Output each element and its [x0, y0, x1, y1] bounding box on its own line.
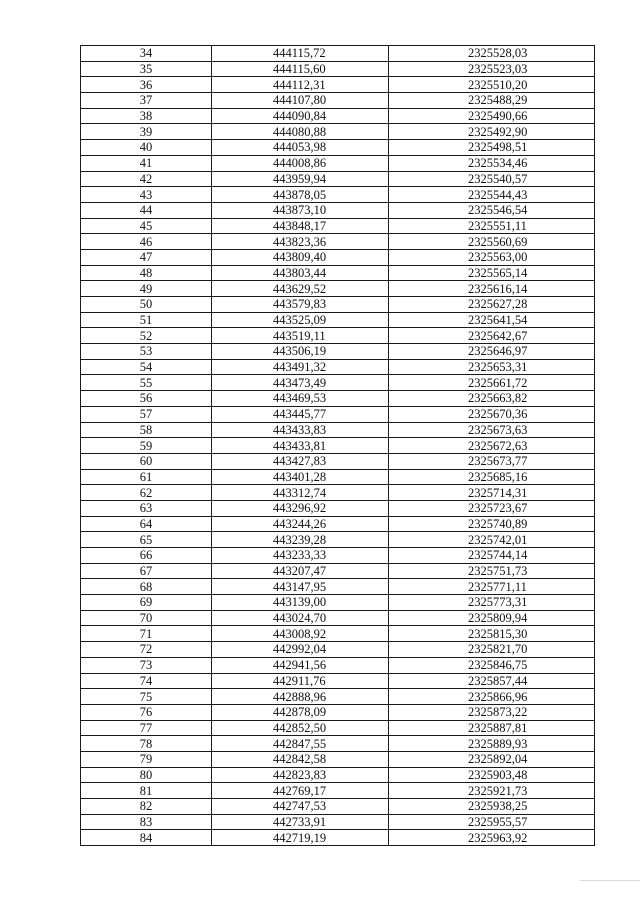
point-number-cell: 36 — [81, 77, 212, 93]
x-coordinate-cell: 444112,31 — [212, 77, 389, 93]
point-number-cell: 39 — [81, 124, 212, 140]
x-coordinate-cell: 443427,83 — [212, 453, 389, 469]
table-row — [81, 830, 595, 846]
table-row — [81, 767, 595, 783]
point-number-cell: 34 — [81, 46, 212, 62]
point-number-cell: 79 — [81, 751, 212, 767]
x-coordinate-cell: 443296,92 — [212, 500, 389, 516]
y-coordinate-cell: 2325673,63 — [389, 422, 595, 438]
point-number-cell: 63 — [81, 500, 212, 516]
table-row — [81, 328, 595, 344]
y-coordinate-cell: 2325673,77 — [389, 453, 595, 469]
point-number-cell: 55 — [81, 375, 212, 391]
point-number-cell: 35 — [81, 61, 212, 77]
point-number-cell: 57 — [81, 406, 212, 422]
table-row — [81, 783, 595, 799]
table-row — [81, 155, 595, 171]
point-number-cell: 49 — [81, 281, 212, 297]
point-number-cell: 40 — [81, 140, 212, 156]
table-row — [81, 563, 595, 579]
y-coordinate-cell: 2325528,03 — [389, 46, 595, 62]
x-coordinate-cell: 443233,33 — [212, 548, 389, 564]
point-number-cell: 71 — [81, 626, 212, 642]
y-coordinate-cell: 2325627,28 — [389, 297, 595, 313]
table-row — [81, 218, 595, 234]
x-coordinate-cell: 442719,19 — [212, 830, 389, 846]
point-number-cell: 44 — [81, 202, 212, 218]
point-number-cell: 59 — [81, 438, 212, 454]
x-coordinate-cell: 442992,04 — [212, 642, 389, 658]
table-row — [81, 265, 595, 281]
table-row — [81, 312, 595, 328]
y-coordinate-cell: 2325963,92 — [389, 830, 595, 846]
x-coordinate-cell: 443525,09 — [212, 312, 389, 328]
x-coordinate-cell: 443312,74 — [212, 485, 389, 501]
table-row — [81, 673, 595, 689]
point-number-cell: 43 — [81, 187, 212, 203]
x-coordinate-cell: 444053,98 — [212, 140, 389, 156]
x-coordinate-cell: 443959,94 — [212, 171, 389, 187]
table-row — [81, 736, 595, 752]
point-number-cell: 77 — [81, 720, 212, 736]
coordinates-table-body — [81, 46, 595, 846]
table-row — [81, 140, 595, 156]
x-coordinate-cell: 442823,83 — [212, 767, 389, 783]
x-coordinate-cell: 443878,05 — [212, 187, 389, 203]
table-row — [81, 61, 595, 77]
point-number-cell: 53 — [81, 344, 212, 360]
table-row — [81, 375, 595, 391]
x-coordinate-cell: 444107,80 — [212, 93, 389, 109]
y-coordinate-cell: 2325723,67 — [389, 500, 595, 516]
y-coordinate-cell: 2325771,11 — [389, 579, 595, 595]
y-coordinate-cell: 2325751,73 — [389, 563, 595, 579]
point-number-cell: 80 — [81, 767, 212, 783]
x-coordinate-cell: 442747,53 — [212, 799, 389, 815]
y-coordinate-cell: 2325685,16 — [389, 469, 595, 485]
y-coordinate-cell: 2325670,36 — [389, 406, 595, 422]
x-coordinate-cell: 442888,96 — [212, 689, 389, 705]
table-row — [81, 406, 595, 422]
y-coordinate-cell: 2325492,90 — [389, 124, 595, 140]
y-coordinate-cell: 2325551,11 — [389, 218, 595, 234]
point-number-cell: 38 — [81, 108, 212, 124]
x-coordinate-cell: 444115,72 — [212, 46, 389, 62]
y-coordinate-cell: 2325873,22 — [389, 704, 595, 720]
table-row — [81, 751, 595, 767]
point-number-cell: 70 — [81, 610, 212, 626]
table-row — [81, 689, 595, 705]
y-coordinate-cell: 2325546,54 — [389, 202, 595, 218]
point-number-cell: 69 — [81, 595, 212, 611]
coordinates-table — [80, 45, 595, 846]
y-coordinate-cell: 2325921,73 — [389, 783, 595, 799]
table-row — [81, 281, 595, 297]
point-number-cell: 72 — [81, 642, 212, 658]
table-row — [81, 234, 595, 250]
x-coordinate-cell: 442769,17 — [212, 783, 389, 799]
table-row — [81, 532, 595, 548]
y-coordinate-cell: 2325498,51 — [389, 140, 595, 156]
y-coordinate-cell: 2325742,01 — [389, 532, 595, 548]
x-coordinate-cell: 444008,86 — [212, 155, 389, 171]
point-number-cell: 51 — [81, 312, 212, 328]
table-row — [81, 548, 595, 564]
y-coordinate-cell: 2325815,30 — [389, 626, 595, 642]
x-coordinate-cell: 443473,49 — [212, 375, 389, 391]
y-coordinate-cell: 2325714,31 — [389, 485, 595, 501]
scan-edge-mark — [580, 880, 640, 881]
y-coordinate-cell: 2325857,44 — [389, 673, 595, 689]
table-row — [81, 657, 595, 673]
x-coordinate-cell: 442842,58 — [212, 751, 389, 767]
x-coordinate-cell: 443629,52 — [212, 281, 389, 297]
point-number-cell: 45 — [81, 218, 212, 234]
table-row — [81, 704, 595, 720]
y-coordinate-cell: 2325938,25 — [389, 799, 595, 815]
y-coordinate-cell: 2325510,20 — [389, 77, 595, 93]
x-coordinate-cell: 443433,83 — [212, 422, 389, 438]
point-number-cell: 81 — [81, 783, 212, 799]
x-coordinate-cell: 443239,28 — [212, 532, 389, 548]
point-number-cell: 61 — [81, 469, 212, 485]
x-coordinate-cell: 443139,00 — [212, 595, 389, 611]
point-number-cell: 75 — [81, 689, 212, 705]
x-coordinate-cell: 443519,11 — [212, 328, 389, 344]
point-number-cell: 46 — [81, 234, 212, 250]
point-number-cell: 82 — [81, 799, 212, 815]
y-coordinate-cell: 2325560,69 — [389, 234, 595, 250]
x-coordinate-cell: 442911,76 — [212, 673, 389, 689]
table-row — [81, 485, 595, 501]
table-row — [81, 187, 595, 203]
y-coordinate-cell: 2325642,67 — [389, 328, 595, 344]
point-number-cell: 62 — [81, 485, 212, 501]
y-coordinate-cell: 2325653,31 — [389, 359, 595, 375]
x-coordinate-cell: 443491,32 — [212, 359, 389, 375]
x-coordinate-cell: 442852,50 — [212, 720, 389, 736]
table-row — [81, 814, 595, 830]
table-row — [81, 500, 595, 516]
table-row — [81, 124, 595, 140]
table-row — [81, 249, 595, 265]
y-coordinate-cell: 2325646,97 — [389, 344, 595, 360]
y-coordinate-cell: 2325903,48 — [389, 767, 595, 783]
point-number-cell: 56 — [81, 391, 212, 407]
table-row — [81, 453, 595, 469]
point-number-cell: 60 — [81, 453, 212, 469]
point-number-cell: 52 — [81, 328, 212, 344]
point-number-cell: 47 — [81, 249, 212, 265]
y-coordinate-cell: 2325616,14 — [389, 281, 595, 297]
table-row — [81, 359, 595, 375]
point-number-cell: 48 — [81, 265, 212, 281]
point-number-cell: 76 — [81, 704, 212, 720]
y-coordinate-cell: 2325540,57 — [389, 171, 595, 187]
x-coordinate-cell: 443848,17 — [212, 218, 389, 234]
x-coordinate-cell: 443809,40 — [212, 249, 389, 265]
point-number-cell: 73 — [81, 657, 212, 673]
x-coordinate-cell: 443401,28 — [212, 469, 389, 485]
x-coordinate-cell: 443469,53 — [212, 391, 389, 407]
table-row — [81, 642, 595, 658]
y-coordinate-cell: 2325661,72 — [389, 375, 595, 391]
y-coordinate-cell: 2325892,04 — [389, 751, 595, 767]
point-number-cell: 68 — [81, 579, 212, 595]
table-row — [81, 391, 595, 407]
y-coordinate-cell: 2325563,00 — [389, 249, 595, 265]
y-coordinate-cell: 2325889,93 — [389, 736, 595, 752]
y-coordinate-cell: 2325672,63 — [389, 438, 595, 454]
x-coordinate-cell: 443873,10 — [212, 202, 389, 218]
point-number-cell: 64 — [81, 516, 212, 532]
point-number-cell: 74 — [81, 673, 212, 689]
x-coordinate-cell: 443506,19 — [212, 344, 389, 360]
point-number-cell: 65 — [81, 532, 212, 548]
table-row — [81, 438, 595, 454]
table-row — [81, 799, 595, 815]
y-coordinate-cell: 2325534,46 — [389, 155, 595, 171]
table-row — [81, 579, 595, 595]
x-coordinate-cell: 442941,56 — [212, 657, 389, 673]
x-coordinate-cell: 442733,91 — [212, 814, 389, 830]
point-number-cell: 37 — [81, 93, 212, 109]
y-coordinate-cell: 2325846,75 — [389, 657, 595, 673]
y-coordinate-cell: 2325773,31 — [389, 595, 595, 611]
x-coordinate-cell: 444090,84 — [212, 108, 389, 124]
point-number-cell: 54 — [81, 359, 212, 375]
x-coordinate-cell: 442878,09 — [212, 704, 389, 720]
x-coordinate-cell: 443579,83 — [212, 297, 389, 313]
table-row — [81, 720, 595, 736]
y-coordinate-cell: 2325523,03 — [389, 61, 595, 77]
table-row — [81, 422, 595, 438]
y-coordinate-cell: 2325887,81 — [389, 720, 595, 736]
point-number-cell: 50 — [81, 297, 212, 313]
table-row — [81, 344, 595, 360]
y-coordinate-cell: 2325809,94 — [389, 610, 595, 626]
table-row — [81, 108, 595, 124]
point-number-cell: 67 — [81, 563, 212, 579]
y-coordinate-cell: 2325866,96 — [389, 689, 595, 705]
table-row — [81, 171, 595, 187]
table-row — [81, 77, 595, 93]
y-coordinate-cell: 2325641,54 — [389, 312, 595, 328]
x-coordinate-cell: 443207,47 — [212, 563, 389, 579]
x-coordinate-cell: 443024,70 — [212, 610, 389, 626]
x-coordinate-cell: 443147,95 — [212, 579, 389, 595]
x-coordinate-cell: 443445,77 — [212, 406, 389, 422]
x-coordinate-cell: 443244,26 — [212, 516, 389, 532]
point-number-cell: 78 — [81, 736, 212, 752]
x-coordinate-cell: 443008,92 — [212, 626, 389, 642]
point-number-cell: 84 — [81, 830, 212, 846]
point-number-cell: 58 — [81, 422, 212, 438]
x-coordinate-cell: 443803,44 — [212, 265, 389, 281]
x-coordinate-cell: 443823,36 — [212, 234, 389, 250]
table-row — [81, 610, 595, 626]
table-row — [81, 202, 595, 218]
y-coordinate-cell: 2325490,66 — [389, 108, 595, 124]
y-coordinate-cell: 2325488,29 — [389, 93, 595, 109]
point-number-cell: 83 — [81, 814, 212, 830]
y-coordinate-cell: 2325740,89 — [389, 516, 595, 532]
y-coordinate-cell: 2325744,14 — [389, 548, 595, 564]
table-row — [81, 626, 595, 642]
x-coordinate-cell: 443433,81 — [212, 438, 389, 454]
y-coordinate-cell: 2325663,82 — [389, 391, 595, 407]
x-coordinate-cell: 444115,60 — [212, 61, 389, 77]
table-row — [81, 595, 595, 611]
table-row — [81, 46, 595, 62]
x-coordinate-cell: 442847,55 — [212, 736, 389, 752]
y-coordinate-cell: 2325565,14 — [389, 265, 595, 281]
y-coordinate-cell: 2325821,70 — [389, 642, 595, 658]
table-row — [81, 516, 595, 532]
point-number-cell: 41 — [81, 155, 212, 171]
point-number-cell: 42 — [81, 171, 212, 187]
x-coordinate-cell: 444080,88 — [212, 124, 389, 140]
y-coordinate-cell: 2325544,43 — [389, 187, 595, 203]
table-row — [81, 93, 595, 109]
table-row — [81, 469, 595, 485]
table-row — [81, 297, 595, 313]
y-coordinate-cell: 2325955,57 — [389, 814, 595, 830]
point-number-cell: 66 — [81, 548, 212, 564]
